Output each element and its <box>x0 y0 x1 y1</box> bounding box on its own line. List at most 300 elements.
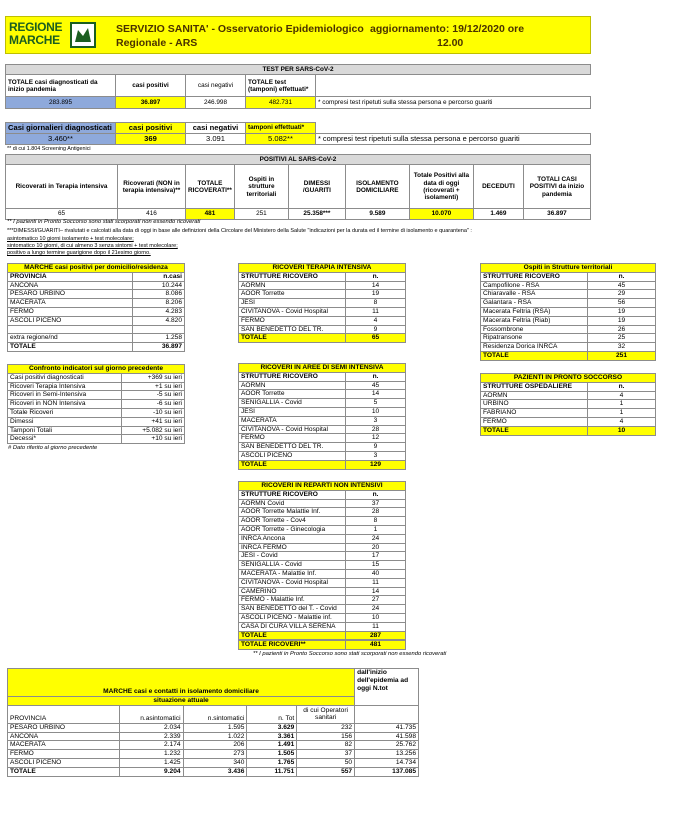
daily-table <box>5 122 591 145</box>
confronto-row-label: Totale Ricoveri <box>8 408 122 417</box>
ti-row-value: 11 <box>346 307 406 316</box>
logo-text-line2: MARCHE <box>9 33 60 47</box>
confronto-row-value: +1 su ieri <box>122 382 185 391</box>
ospiti-row <box>481 334 656 343</box>
positivi-v2: 481 <box>186 209 235 219</box>
nonint-row-label: SAN BENEDETTO del T. - Covid <box>239 605 346 614</box>
domicilio-row-label: ANCONA <box>8 281 133 290</box>
isol-tot-total: 137.085 <box>355 767 419 776</box>
domicilio-row <box>8 316 185 325</box>
semi-row-value: 28 <box>346 425 406 434</box>
semi-row-value: 14 <box>346 390 406 399</box>
ti-row <box>239 307 406 316</box>
ospiti-row <box>481 307 656 316</box>
ti-row-label: JESI <box>239 299 346 308</box>
domicilio-row <box>8 290 185 299</box>
test-value-negativi: 246.998 <box>186 97 246 109</box>
positivi-h8: TOTALI CASI POSITIVI da inizio pandemia <box>523 165 590 209</box>
confronto-row-value: -6 su ieri <box>122 400 185 409</box>
ti-row-value: 9 <box>346 325 406 334</box>
confronto-row-label: Ricoveri in Semi-Intensiva <box>8 391 122 400</box>
semi-row-value: 45 <box>346 381 406 390</box>
ti-rows <box>239 281 406 334</box>
isol-row-label: MACERATA <box>8 741 120 750</box>
ospiti-row-label: Campofilone - RSA <box>481 281 588 290</box>
ti-row <box>239 325 406 334</box>
ospiti-row-value: 19 <box>588 316 656 325</box>
isol-row-as: 1.232 <box>119 750 183 759</box>
positivi-note1: ** I pazienti in Pronto Soccorso sono stati scorporati non essendo ricoverati <box>7 219 201 225</box>
semi-rows <box>239 381 406 460</box>
nonint-row <box>239 596 406 605</box>
domicilio-tot-value: 36.897 <box>132 342 184 351</box>
confronto-row-label: Tamponi Totali <box>8 426 122 435</box>
nonint-h2: n. <box>346 490 406 499</box>
test-header-total: TOTALE casi diagnosticati da inizio pandemia <box>6 75 116 97</box>
semi-row-value: 12 <box>346 434 406 443</box>
confronto-title: Confronto indicatori sul giorno precedente <box>8 365 185 374</box>
ospiti-h1: STRUTTURE RICOVERO <box>481 272 588 281</box>
positivi-h0: Ricoverati in Terapia intensiva <box>6 165 118 209</box>
nonint-row-label: JESI - Covid <box>239 552 346 561</box>
isol-row-si: 1.595 <box>183 723 247 732</box>
confronto-row <box>8 417 185 426</box>
semi-tot-value: 129 <box>346 460 406 469</box>
nonint-row <box>239 605 406 614</box>
isol-h-operatori: di cui Operatori sanitari <box>297 705 355 723</box>
positivi-v5: 9.589 <box>345 209 409 219</box>
nonint-row-label: CIVITANOVA - Covid Hospital <box>239 578 346 587</box>
ps-table <box>480 373 656 436</box>
ospiti-row <box>481 299 656 308</box>
nonint-row-value: 14 <box>346 587 406 596</box>
positivi-h2: TOTALE RICOVERATI** <box>186 165 235 209</box>
isol-row-as: 2.339 <box>119 732 183 741</box>
nonint-row-value: 24 <box>346 605 406 614</box>
ospiti-row-label: Macerata Feltria (Riab) <box>481 316 588 325</box>
semi-row <box>239 416 406 425</box>
ospiti-row-value: 19 <box>588 307 656 316</box>
ps-row <box>481 417 656 426</box>
semi-tot-label: TOTALE <box>239 460 346 469</box>
domicilio-row-value: 1.258 <box>132 333 184 342</box>
nonint-row-value: 24 <box>346 534 406 543</box>
isol-row-label: ANCONA <box>8 732 120 741</box>
daily-value-negativi: 3.091 <box>186 134 246 145</box>
nonint-row-label: INRCA FERMO <box>239 543 346 552</box>
isol-row-si: 1.022 <box>183 732 247 741</box>
nonint-tot-value: 287 <box>346 631 406 640</box>
nonint-row <box>239 517 406 526</box>
test-header-tamponi: TOTALE test (tamponi) effettuati* <box>246 75 316 97</box>
domicilio-tot-label: TOTALE <box>8 342 133 351</box>
isol-row <box>8 741 419 750</box>
region-logo <box>9 21 105 51</box>
semi-row-label: CIVITANOVA - Covid Hospital <box>239 425 346 434</box>
semi-row-value: 9 <box>346 443 406 452</box>
ospiti-row <box>481 281 656 290</box>
nonint-row-label: CASA DI CURA VILLA SERENA <box>239 622 346 631</box>
nonint-row-value: 27 <box>346 596 406 605</box>
nonint-row-value: 11 <box>346 622 406 631</box>
isol-row-tot: 3.629 <box>247 723 297 732</box>
nonint-row <box>239 552 406 561</box>
ti-h2: n. <box>346 272 406 281</box>
daily-header-positivi: casi positivi <box>116 123 186 134</box>
ps-tot-label: TOTALE <box>481 426 588 435</box>
ospiti-row-label: Galantara - RSA <box>481 299 588 308</box>
confronto-row-value: +369 su ieri <box>122 373 185 382</box>
isol-row-op: 232 <box>297 723 355 732</box>
semi-row <box>239 390 406 399</box>
confronto-row <box>8 373 185 382</box>
daily-note: * compresi test ripetuti sulla stessa persona e percorso guariti <box>316 134 591 145</box>
confronto-row-label: Ricoveri in NON Intensiva <box>8 400 122 409</box>
ps-row <box>481 391 656 400</box>
daily-value-positivi: 369 <box>116 134 186 145</box>
semi-row <box>239 425 406 434</box>
isol-h-asintomatici: n.asintomatici <box>119 705 183 723</box>
ps-row-label: URBINO <box>481 400 588 409</box>
ti-row <box>239 299 406 308</box>
nonint-row-label: ASCOLI PICENO - Malattie inf. <box>239 613 346 622</box>
ospiti-row <box>481 325 656 334</box>
nonint-row-label: AOOR Torrette Malattie Inf. <box>239 508 346 517</box>
isol-row-si: 340 <box>183 758 247 767</box>
confronto-row-label: Casi positivi diagnosticati <box>8 373 122 382</box>
test-header-positivi: casi positivi <box>116 75 186 97</box>
positivi-table <box>5 154 591 220</box>
totric-label: TOTALE RICOVERI** <box>239 641 346 650</box>
ps-row <box>481 409 656 418</box>
test-value-tamponi: 482.731 <box>246 97 316 109</box>
ospiti-rows <box>481 281 656 351</box>
isol-row-total: 14.734 <box>355 758 419 767</box>
totric-value: 481 <box>346 641 406 650</box>
domicilio-h2: n.casi <box>132 272 184 281</box>
domicilio-row <box>8 307 185 316</box>
nonint-h1: STRUTTURE RICOVERO <box>239 490 346 499</box>
nonint-row-value: 1 <box>346 525 406 534</box>
nonint-row-value: 37 <box>346 499 406 508</box>
isol-row-op: 82 <box>297 741 355 750</box>
totric-note: ** I pazienti in Pronto Soccorso sono stati scorporati non essendo ricoverati <box>253 651 447 657</box>
isol-row-tot: 1.765 <box>247 758 297 767</box>
ti-row <box>239 290 406 299</box>
nonint-row-value: 8 <box>346 517 406 526</box>
semi-row-label: SENIGALLIA - Covid <box>239 399 346 408</box>
daily-header-label: Casi giornalieri diagnosticati <box>6 123 116 134</box>
domicilio-row-label: PESARO URBINO <box>8 290 133 299</box>
isol-row-label: PESARO URBINO <box>8 723 120 732</box>
domicilio-row <box>8 333 185 342</box>
confronto-row-value: +10 su ieri <box>122 435 185 444</box>
ti-row <box>239 281 406 290</box>
nonint-row <box>239 543 406 552</box>
semi-row-value: 3 <box>346 416 406 425</box>
test-value-total: 283.895 <box>6 97 116 109</box>
ti-row-value: 19 <box>346 290 406 299</box>
ps-h2: n. <box>588 382 656 391</box>
nonint-row <box>239 613 406 622</box>
confronto-rows <box>8 373 185 443</box>
header-title-line1: SERVIZIO SANITA' - Osservatorio Epidemiologico <box>116 23 364 35</box>
isol-tot-si: 3.436 <box>183 767 247 776</box>
positivi-h3: Ospiti in strutture territoriali <box>234 165 288 209</box>
domicilio-row-label: extra regione/nd <box>8 333 133 342</box>
positivi-v3: 251 <box>234 209 288 219</box>
domicilio-table <box>7 263 185 352</box>
nonint-row-label: SENIGALLIA - Covid <box>239 561 346 570</box>
test-table <box>5 64 591 109</box>
nonint-row-label: AOOR Torrette - Ginecologia <box>239 525 346 534</box>
ps-tot-value: 10 <box>588 426 656 435</box>
semi-row-value: 10 <box>346 407 406 416</box>
confronto-row-label: Dimessi <box>8 417 122 426</box>
domicilio-row-label: ASCOLI PICENO <box>8 316 133 325</box>
ti-tot-value: 65 <box>346 334 406 343</box>
nonint-row-value: 11 <box>346 578 406 587</box>
confronto-row <box>8 382 185 391</box>
domicilio-row-value: 4.283 <box>132 307 184 316</box>
isol-row-tot: 3.361 <box>247 732 297 741</box>
isol-row-tot: 1.505 <box>247 750 297 759</box>
ospiti-row-label: Fossombrone <box>481 325 588 334</box>
confronto-row <box>8 408 185 417</box>
logo-emblem-icon <box>70 22 96 48</box>
ospiti-row <box>481 343 656 352</box>
nonint-row-label: AORMN Covid <box>239 499 346 508</box>
ps-row-label: FABRIANO <box>481 409 588 418</box>
semi-row-label: JESI <box>239 407 346 416</box>
confronto-row-label: Decessi* <box>8 435 122 444</box>
positivi-v7: 1.469 <box>473 209 523 219</box>
header-title-line2: Regionale - ARS <box>116 37 198 49</box>
isol-row <box>8 732 419 741</box>
page-header <box>5 16 591 54</box>
ps-row <box>481 400 656 409</box>
semi-row-value: 3 <box>346 451 406 460</box>
ospiti-table <box>480 263 656 361</box>
ospiti-tot-value: 251 <box>588 351 656 360</box>
semi-row-label: MACERATA <box>239 416 346 425</box>
logo-text-line1: REGIONE <box>9 20 63 34</box>
update-time: 12.00 <box>437 37 464 49</box>
confronto-table <box>7 364 185 444</box>
daily-note2: ** di cui 1.804 Screening Antigenici <box>7 146 91 152</box>
isol-subtitle: situazione attuale <box>8 697 355 706</box>
nonint-row-value: 40 <box>346 569 406 578</box>
nonint-rows <box>239 499 406 631</box>
domicilio-row-value: 4.820 <box>132 316 184 325</box>
isol-header-extra: dall'inizio dell'epidemia ad oggi N.tot <box>355 669 419 706</box>
ospiti-title: Ospiti in Strutture territoriali <box>481 264 656 273</box>
ti-row-value: 8 <box>346 299 406 308</box>
confronto-row-value: -10 su ieri <box>122 408 185 417</box>
ti-title: RICOVERI TERAPIA INTENSIVA <box>239 264 406 273</box>
ospiti-row-value: 29 <box>588 290 656 299</box>
isol-tot-op: 557 <box>297 767 355 776</box>
nonint-row <box>239 561 406 570</box>
ps-row-label: AORMN <box>481 391 588 400</box>
ospiti-row-label: Macerata Feltria (RSA) <box>481 307 588 316</box>
isol-row <box>8 758 419 767</box>
domicilio-row-value: 8.206 <box>132 299 184 308</box>
domicilio-row <box>8 325 185 333</box>
ti-row-label: AORMN <box>239 281 346 290</box>
ti-row-label: FERMO <box>239 316 346 325</box>
ps-row-value: 4 <box>588 417 656 426</box>
ospiti-row-value: 56 <box>588 299 656 308</box>
test-note: * compresi test ripetuti sulla stessa persona e percorso guariti <box>316 97 591 109</box>
nonint-row-label: MACERATA - Malattie Inf. <box>239 569 346 578</box>
ospiti-h2: n. <box>588 272 656 281</box>
nonint-row-label: CAMERINO <box>239 587 346 596</box>
isol-row-total: 13.256 <box>355 750 419 759</box>
test-title: TEST PER SARS-CoV-2 <box>6 65 591 75</box>
ti-row-label: CIVITANOVA - Covid Hospital <box>239 307 346 316</box>
semi-row <box>239 451 406 460</box>
isol-title: MARCHE casi e contatti in isolamento domiciliare <box>8 669 355 697</box>
confronto-note: # Dato riferito al giorno precedente <box>8 445 98 451</box>
nonint-row <box>239 499 406 508</box>
daily-header-negativi: casi negativi <box>186 123 246 134</box>
isol-row-op: 50 <box>297 758 355 767</box>
daily-value-tamponi: 5.082** <box>246 134 316 145</box>
positivi-note5: positivo a lungo termine guarigione dopo il 21esimo giorno. <box>7 250 151 256</box>
confronto-row-label: Ricoveri Terapia Intensiva <box>8 382 122 391</box>
totric-table <box>238 640 406 650</box>
ti-row <box>239 316 406 325</box>
semi-row <box>239 443 406 452</box>
daily-header-tamponi: tamponi effettuati* <box>246 123 316 134</box>
test-header-negativi: casi negativi <box>186 75 246 97</box>
nonint-table <box>238 481 406 640</box>
nonint-row <box>239 508 406 517</box>
ospiti-tot-label: TOTALE <box>481 351 588 360</box>
test-value-positivi: 36.897 <box>116 97 186 109</box>
ps-row-label: FERMO <box>481 417 588 426</box>
isol-row-si: 206 <box>183 741 247 750</box>
isol-row-op: 156 <box>297 732 355 741</box>
isol-tot-as: 9.204 <box>119 767 183 776</box>
confronto-row <box>8 435 185 444</box>
isol-row-as: 2.174 <box>119 741 183 750</box>
nonint-row-value: 17 <box>346 552 406 561</box>
positivi-h7: DECEDUTI <box>473 165 523 209</box>
domicilio-row-label: FERMO <box>8 307 133 316</box>
ospiti-row <box>481 316 656 325</box>
domicilio-row-value: 10.244 <box>132 281 184 290</box>
ps-rows <box>481 391 656 426</box>
positivi-v8: 36.897 <box>523 209 590 219</box>
positivi-v4: 25.358*** <box>288 209 345 219</box>
confronto-row-value: +5.082 su ieri <box>122 426 185 435</box>
isol-row-total: 41.735 <box>355 723 419 732</box>
isol-tot-tot: 11.751 <box>247 767 297 776</box>
nonint-row-value: 10 <box>346 613 406 622</box>
ti-table <box>238 263 406 343</box>
semi-row <box>239 434 406 443</box>
isol-row-total: 25.762 <box>355 741 419 750</box>
positivi-h4: DIMESSI /GUARITI <box>288 165 345 209</box>
nonint-row <box>239 587 406 596</box>
nonint-row <box>239 622 406 631</box>
semi-h1: STRUTTURE RICOVERO <box>239 372 346 381</box>
ps-row-value: 1 <box>588 400 656 409</box>
ospiti-row-value: 25 <box>588 334 656 343</box>
semi-row <box>239 381 406 390</box>
isol-row <box>8 750 419 759</box>
semi-row-label: FERMO <box>239 434 346 443</box>
ospiti-row-label: Ripatransone <box>481 334 588 343</box>
ti-h1: STRUTTURE RICOVERO <box>239 272 346 281</box>
isol-row-si: 273 <box>183 750 247 759</box>
ospiti-row-label: Chiaravalle - RSA <box>481 290 588 299</box>
ospiti-row <box>481 290 656 299</box>
ospiti-row-value: 45 <box>588 281 656 290</box>
daily-value-label: 3.460** <box>6 134 116 145</box>
isol-table <box>7 668 419 777</box>
nonint-row <box>239 578 406 587</box>
domicilio-row-value <box>132 325 184 333</box>
isol-row-label: FERMO <box>8 750 120 759</box>
isol-rows <box>8 723 419 767</box>
semi-row <box>239 399 406 408</box>
confronto-row <box>8 391 185 400</box>
nonint-row-label: FERMO - Malattie Inf. <box>239 596 346 605</box>
confronto-row <box>8 400 185 409</box>
semi-row-label: SAN BENEDETTO DEL TR. <box>239 443 346 452</box>
semi-row-label: AORMN <box>239 381 346 390</box>
isol-row-label: ASCOLI PICENO <box>8 758 120 767</box>
isol-row-total: 41.598 <box>355 732 419 741</box>
ospiti-row-label: Residenza Dorica INRCA <box>481 343 588 352</box>
nonint-row-value: 28 <box>346 508 406 517</box>
semi-title: RICOVERI IN AREE DI SEMI INTENSIVA <box>239 364 406 373</box>
domicilio-row <box>8 299 185 308</box>
semi-row-value: 5 <box>346 399 406 408</box>
semi-row <box>239 407 406 416</box>
positivi-note2: ***DIMESSI/GUARITI– rivalutati e calcolati alla data di oggi in base alle definizioni della Circolare del Ministero della Salute "indicazioni per la durata ed il termine di isolamento e quarantena" : <box>7 228 472 234</box>
nonint-row <box>239 534 406 543</box>
positivi-note4: sintomatico 10 giorni, di cui almeno 3 senza sintomi + test molecolare; <box>7 243 178 249</box>
isol-h-provincia: PROVINCIA <box>8 705 120 723</box>
positivi-v1: 416 <box>118 209 186 219</box>
nonint-title: RICOVERI IN REPARTI NON INTENSIVI <box>239 482 406 491</box>
positivi-v0: 65 <box>6 209 118 219</box>
isol-h-tot: n. Tot <box>247 705 297 723</box>
ti-row-value: 14 <box>346 281 406 290</box>
positivi-h6: Totale Positivi alla data di oggi (ricoverati + isolamenti) <box>409 165 473 209</box>
domicilio-rows <box>8 281 185 342</box>
positivi-v6: 10.070 <box>409 209 473 219</box>
confronto-row <box>8 426 185 435</box>
isol-h-sintomatici: n.sintomatici <box>183 705 247 723</box>
positivi-h5: ISOLAMENTO DOMICILIARE <box>345 165 409 209</box>
ospiti-row-value: 26 <box>588 325 656 334</box>
confronto-row-value: +41 su ieri <box>122 417 185 426</box>
nonint-row <box>239 569 406 578</box>
domicilio-h1: PROVINCIA <box>8 272 133 281</box>
ps-row-value: 4 <box>588 391 656 400</box>
semi-row-label: AOOR Torrette <box>239 390 346 399</box>
ti-tot-label: TOTALE <box>239 334 346 343</box>
isol-tot-label: TOTALE <box>8 767 120 776</box>
semi-table <box>238 363 406 470</box>
nonint-row-value: 15 <box>346 561 406 570</box>
confronto-row-value: -5 su ieri <box>122 391 185 400</box>
